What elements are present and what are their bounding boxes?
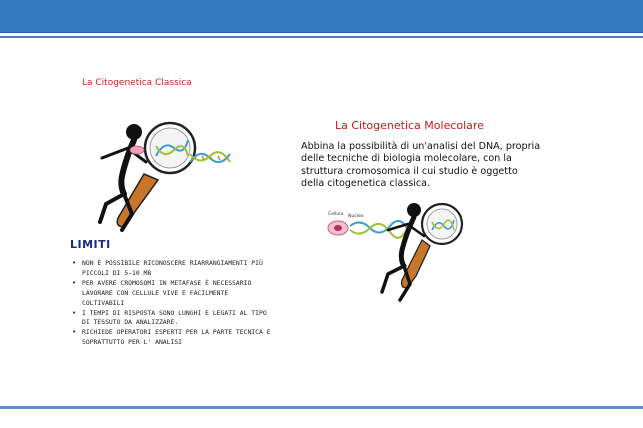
label-cellula: Cellula (328, 212, 344, 217)
limiti-item: • NON È POSSIBILE RICONOSCERE RIARRANGIAMENTI PIÙ PICCOLI DI 5-10 MB (72, 259, 272, 279)
limiti-list (72, 259, 272, 348)
cell-dna-scientist-illustration-right (326, 200, 466, 304)
header-divider (0, 36, 643, 38)
limiti-item: • RICHIEDE OPERATORI ESPERTI PER LA PARTE TECNICA E SOPRATTUTTO PER L' ANALISI (72, 328, 272, 348)
label-nucleo: Nucleo (348, 214, 364, 219)
limiti-item: • PER AVERE CROMOSOMI IN METAFASE È NECESSARIO LAVORARE CON CELLULE VIVE E FACILMENTE COLTIVABILI (72, 279, 272, 309)
footer-divider (0, 406, 643, 409)
header-bar (0, 0, 643, 33)
limiti-heading: LIMITI (70, 238, 111, 251)
molecolare-description: Abbina la possibilità di un'analisi del DNA, propria delle tecniche di biologia molecolare, con la struttura cromosomica il cui studio è oggetto della citogenetica classica. (301, 141, 541, 190)
title-citogenetica-molecolare: La Citogenetica Molecolare (335, 119, 484, 132)
title-citogenetica-classica: La Citogenetica Classica (82, 78, 192, 88)
scientist-magnifier-illustration-left (82, 118, 242, 233)
limiti-item: • I TEMPI DI RISPOSTA SONO LUNGHI E LEGATI AL TIPO DI TESSUTO DA ANALIZZARE. (72, 309, 272, 329)
